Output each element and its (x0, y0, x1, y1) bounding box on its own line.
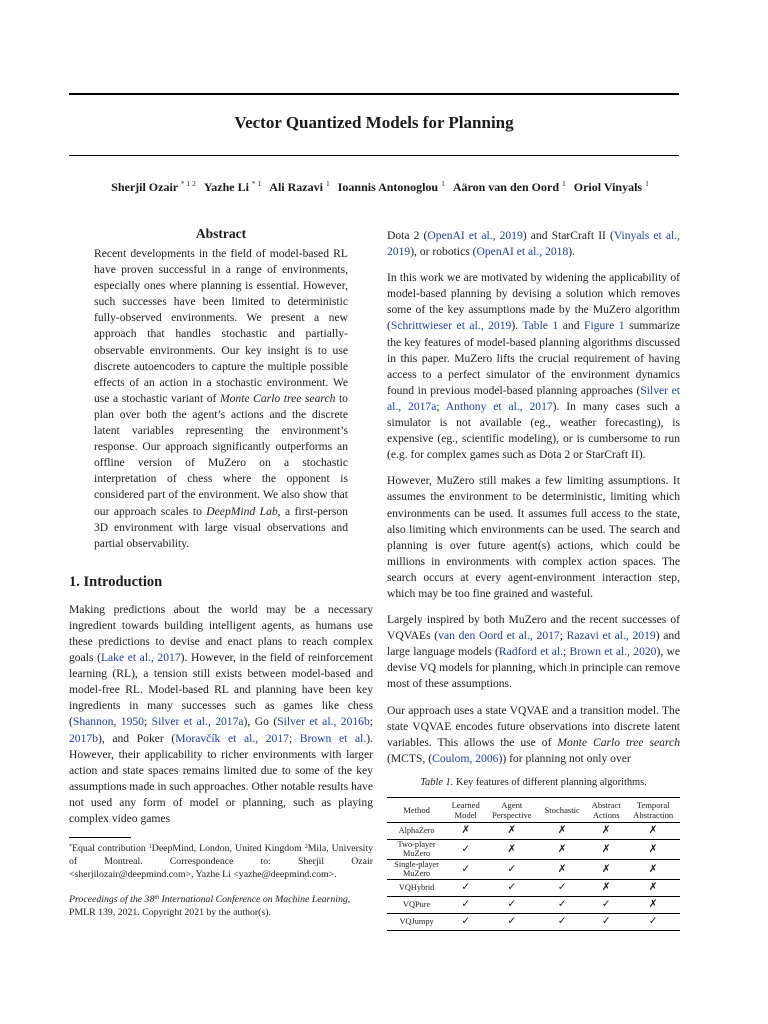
author-name: Ali Razavi $^1$ (269, 179, 330, 194)
footnote-text: *Equal contribution $^1$DeepMind, London, United Kingdom $^2$Mila, University of Montreal. Correspondence to: Sherjil Ozair <sherjilozair@deepmind.com>, Yazhe Li <yazhe@deepmind.com>. (69, 843, 374, 881)
method-cell: VQPure (387, 896, 446, 913)
method-cell: VQHybrid (387, 879, 446, 896)
check-mark-cell: ✓ (538, 879, 586, 896)
citation-link[interactable]: van den Oord et al., 2017 (438, 629, 560, 643)
check-mark-cell: ✓ (446, 879, 485, 896)
citation-link[interactable]: OpenAI et al., 2018 (476, 245, 569, 259)
affiliation-marker: 1 (441, 179, 445, 188)
intro-paragraph: Making predictions about the world may be a necessary ingredient towards building intelligent agents, as humans use these predictions to devise and enact plans to reach complex goals (Lake et al., 2017). However, in the field of reinforcement learning (RL), a tension still exists between model-based and model-free RL. Model-based RL and planning have been key ingredients in many successes such as games like chess (Shannon, 1950; Silver et al., 2017a), Go (Silver et al., 2016b; 2017b), and Poker (Moravčík et al., 2017; Brown et al.). However, their applicability to richer environments with larger action and state spaces remains limited due to some of the key assumptions made in such approaches. Other notable results have not used any form of model or planning, such as playing complex video games (69, 602, 374, 825)
citation-link[interactable]: Brown et al. (299, 731, 367, 745)
table-row (387, 822, 680, 839)
cross-mark-cell: ✗ (446, 822, 485, 839)
paragraph-inspiration: Largely inspired by both MuZero and the recent successes of VQVAEs (van den Oord et al., 2017; Razavi et al., 2019) and large language models (Radford et al.; Brown et al., 2020), we devise VQ models for planning, which in principle can remove most of these assumptions. (387, 613, 681, 691)
citation-link[interactable]: Schrittwieser et al., 2019 (390, 319, 512, 333)
citation-link[interactable]: Razavi et al., 2019 (566, 629, 656, 643)
table-row (387, 913, 680, 930)
method-cell: AlphaZero (387, 822, 446, 839)
paper-title: Vector Quantized Models for Planning (234, 113, 514, 132)
cross-mark-cell: ✗ (485, 839, 538, 859)
check-mark-cell: ✓ (538, 896, 586, 913)
affiliation-marker: * 1 (251, 179, 262, 188)
abstract-text: Recent developments in the field of model-based RL have proven successful in a range of environments, especially ones where planning is essential. However, such successes have been limited to deterministic fully-observed environments. We present a new approach that handles stochastic and partially-observable environments. Our key insight is to use discrete autoencoders to capture the multiple possible effects of an action in a stochastic environment. We use a stochastic variant of Monte Carlo tree search to plan over both the agent’s actions and the discrete latent variables representing the environment’s response. Our approach significantly outperforms an offline version of MuZero on a stochastic interpretation of chess where the opponent is considered part of the environment. We also show that our approach scales to DeepMind Lab, a first-person 3D environment with large visual observations and partial observability. (94, 247, 348, 550)
intro-heading: 1. Introduction (69, 573, 163, 590)
table-row (387, 896, 680, 913)
cross-mark-cell: ✗ (586, 839, 626, 859)
table-header-cell: Temporal Abstraction (626, 797, 680, 822)
table-caption: Table 1. Key features of different planning algorithms. (420, 776, 647, 788)
citation-link[interactable]: 2017b (69, 731, 98, 745)
paragraph-limitations: However, MuZero still makes a few limiting assumptions. It assumes the environment to be deterministic, limiting which environments can be used. It assumes full access to the state, also limiting which environments can be used. The search and planning is over future agent(s) actions, which could be millions in environments with complex action spaces. The search occurs at every agent-environment interaction step, which may be too fine grained and wasteful. (387, 474, 680, 600)
abstract-heading: Abstract (195, 226, 247, 241)
check-mark-cell: ✓ (446, 913, 485, 930)
table-row (387, 839, 680, 859)
cross-mark-cell: ✗ (626, 822, 680, 839)
author-name: Sherjil Ozair $^{* 1 2}$ (111, 179, 196, 194)
affiliation-marker: 1 (325, 179, 330, 188)
table-header-cell: Method (387, 797, 446, 822)
citation-link[interactable]: Silver et al., 2017a (387, 383, 680, 413)
check-mark-cell: ✓ (485, 879, 538, 896)
cross-mark-cell: ✗ (485, 822, 538, 839)
paragraph-continued: Dota 2 (OpenAI et al., 2019) and StarCraft II (Vinyals et al., 2019), or robotics (OpenAI et al., 2018). (387, 229, 680, 259)
check-mark-cell: ✓ (626, 913, 680, 930)
citation-link[interactable]: Silver et al., 2017a (151, 715, 244, 729)
cross-mark-cell: ✗ (626, 839, 680, 859)
check-mark-cell: ✓ (485, 896, 538, 913)
header-bottom-rule (69, 155, 679, 156)
cross-mark-cell: ✗ (626, 859, 680, 879)
citation-link[interactable]: Vinyals et al., 2019 (387, 229, 680, 259)
citation-link[interactable]: Shannon, 1950 (72, 715, 144, 729)
cross-mark-cell: ✗ (538, 839, 586, 859)
citation-link[interactable]: Radford et al. (498, 645, 563, 659)
citation-link[interactable]: Lake et al., 2017 (100, 651, 181, 665)
check-mark-cell: ✓ (485, 913, 538, 930)
header-top-rule (69, 93, 679, 95)
citation-link[interactable]: Moravčík et al., 2017 (175, 731, 289, 745)
features-table (387, 797, 680, 931)
citation-link[interactable]: Anthony et al., 2017 (445, 399, 553, 413)
paragraph-approach: Our approach uses a state VQVAE and a transition model. The state VQVAE encodes future observations into discrete latent variables. This allows the use of Monte Carlo tree search (MCTS, (Coulom, 2006)) for planning not only over (387, 703, 680, 765)
cross-mark-cell: ✗ (586, 879, 626, 896)
cross-mark-cell: ✗ (538, 822, 586, 839)
left-column (69, 224, 373, 919)
affiliation-marker: * 1 2 (180, 179, 196, 188)
cross-mark-cell: ✗ (626, 896, 680, 913)
table-reference-link[interactable]: Table 1 (522, 319, 559, 333)
cross-mark-cell: ✗ (586, 822, 626, 839)
method-cell: Single-player MuZero (387, 859, 446, 879)
check-mark-cell: ✓ (538, 913, 586, 930)
table-header-row (387, 797, 680, 822)
table-header-cell: Agent Perspective (485, 797, 538, 822)
author-name: Ioannis Antonoglou $^1$ (337, 179, 445, 194)
cross-mark-cell: ✗ (626, 879, 680, 896)
author-list (60, 180, 700, 195)
check-mark-cell: ✓ (446, 839, 485, 859)
check-mark-cell: ✓ (586, 913, 626, 930)
check-mark-cell: ✓ (586, 896, 626, 913)
figure-reference-link[interactable]: Figure 1 (584, 319, 625, 333)
proceedings-notice: Proceedings of the 38th International Conference on Machine Learning, PMLR 139, 2021. Copyright 2021 by the author(s). (69, 894, 351, 919)
right-column (387, 228, 680, 931)
cross-mark-cell: ✗ (538, 859, 586, 879)
check-mark-cell: ✓ (446, 896, 485, 913)
citation-link[interactable]: Coulom, 2006 (432, 751, 499, 765)
affiliation-marker: 1 (645, 179, 649, 188)
table-body (387, 822, 680, 930)
author-name: Yazhe Li $^{* 1}$ (203, 179, 262, 194)
check-mark-cell: ✓ (485, 859, 538, 879)
author-name: Oriol Vinyals $^1$ (573, 179, 649, 194)
affiliation-marker: 1 (562, 179, 566, 188)
method-cell: Two-player MuZero (387, 839, 446, 859)
table-row (387, 879, 680, 896)
footnote-rule (69, 837, 131, 838)
citation-link[interactable]: OpenAI et al., 2019 (427, 229, 523, 242)
table-header-cell: Stochastic (538, 797, 586, 822)
citation-link[interactable]: Silver et al., 2016b (277, 715, 370, 729)
cross-mark-cell: ✗ (586, 859, 626, 879)
table-row (387, 859, 680, 879)
table-header-cell: Learned Model (446, 797, 485, 822)
citation-link[interactable]: Brown et al., 2020 (569, 645, 657, 659)
table-header-cell: Abstract Actions (586, 797, 626, 822)
author-name: Aäron van den Oord $^1$ (452, 179, 566, 194)
method-cell: VQJumpy (387, 913, 446, 930)
paragraph-motivation: In this work we are motivated by widening the applicability of model-based planning by devising a solution which removes some of the key assumptions made by the MuZero algorithm (Schrittwieser et al., 2019). Table 1 and Figure 1 summarize the key features of model-based planning algorithms discussed in this paper. MuZero lifts the crucial requirement of having access to a perfect simulator of the environment dynamics found in previous model-based planning approaches (Silver et al., 2017a; Anthony et al., 2017). In many cases such a simulator is not available (eg., weather forecasting), is expensive (eg., scientific modeling), or is cumbersome to run (e.g. for complex games such as Dota 2 or StarCraft II). (387, 271, 680, 462)
check-mark-cell: ✓ (446, 859, 485, 879)
